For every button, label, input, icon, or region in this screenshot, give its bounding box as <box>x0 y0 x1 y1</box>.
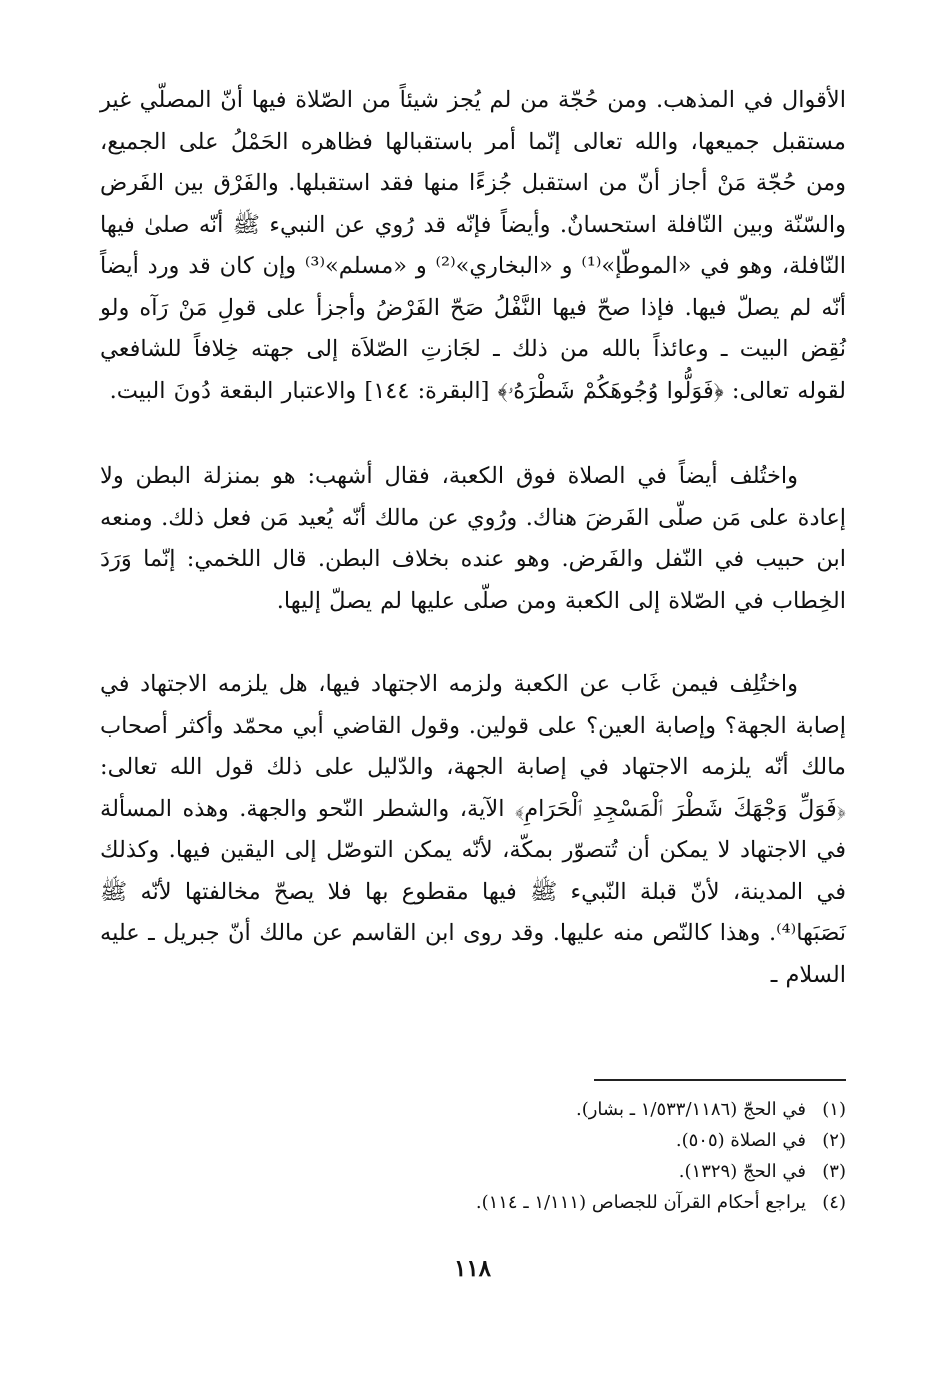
footnote-number: (٢) <box>822 1130 846 1151</box>
footnote-text: في الحجّ (١/٥٣٣/١١٨٦ ـ بشار). <box>576 1099 806 1120</box>
paragraph-3: واختُلِف فيمن غَاب عن الكعبة ولزمه الاجتهاد فيها، هل يلزمه الاجتهاد في إصابة الجهة؟ وإصابة العين؟ على قولين. وقول القاضي أبي محمّد وأكثر أصحاب مالك أنّه يلزمه الاجتهاد في إصابة الجهة، والدّليل على ذلك قول الله تعالى: ﴿فَوَلِّ وَجْهَكَ شَطْرَ ٱلْمَسْجِدِ ٱلْحَرَامِ﴾ الآية، والشطر النّحو والجهة. وهذه المسألة في الاجتهاد لا يمكن أن تُتصوّر بمكّة، لأنّه يمكن التوصّل إلى اليقين فيها. وكذلك في المدينة، لأنّ قبلة النّبيء ﷺ فيها مقطوع بها فلا يصحّ مخالفتها لأنّه ﷺ نَصَبَها⁽⁴⁾. وهذا كالنّص منه عليها. وقد روى ابن القاسم عن مالك أنّ جبريل ـ عليه السلام ـ <box>100 671 846 988</box>
footnote-item <box>146 1187 846 1218</box>
footnotes-list <box>146 1094 846 1218</box>
page-number: ١١٨ <box>453 1255 492 1282</box>
footnote-item <box>146 1125 846 1156</box>
page-body <box>100 80 846 996</box>
footnote-item <box>146 1156 846 1187</box>
footnote-number: (٤) <box>822 1192 846 1213</box>
footnote-number: (١) <box>822 1099 846 1120</box>
footnote-number: (٣) <box>822 1161 846 1182</box>
footnote-text: يراجع أحكام القرآن للجصاص (١/١١١ ـ ١١٤). <box>475 1192 806 1213</box>
footnote-item <box>146 1094 846 1125</box>
footnote-text: في الصلاة (٥٠٥). <box>675 1130 806 1151</box>
footnote-divider <box>594 1079 846 1081</box>
paragraph-1: الأقوال في المذهب. ومن حُجّة من لم يُجز شيئاً من الصّلاة فيها أنّ المصلّي غير مستقبل جميعها، والله تعالى إنّما أمر باستقبالها فظاهره الحَمْلُ على الجميع، ومن حُجّة مَنْ أجاز أنّ من استقبل جُزءًا منها فقد استقبلها. والفَرْق بين الفَرض والسّنّة وبين النّافلة استحسانٌ. وأيضاً فإنّه قد رُوي عن النبيء ﷺ أنّه صلىٰ فيها النّافلة، وهو في «الموطّإ»⁽¹⁾ و «البخاري»⁽²⁾ و «مسلم»⁽³⁾ وإن كان قد ورد أيضاً أنّه لم يصلّ فيها. فإذا صحّ فيها النَّفْلُ صَحّ الفَرْضُ وأجزأ على قولِ مَنْ رَآه ولو نُقِض البيت ـ وعائذاً بالله من ذلك ـ لجَازتِ الصّلاَة إلى جهته خِلافاً للشافعي لقوله تعالى: ﴿فَوَلُّوا وُجُوهَكُمْ شَطْرَهُۥ﴾ [البقرة: ١٤٤] والاعتبار البقعة دُونَ البيت. <box>100 87 846 404</box>
footnote-text: في الحجّ (١٣٢٩). <box>678 1161 806 1182</box>
paragraph-2: واختُلف أيضاً في الصلاة فوق الكعبة، فقال أشهب: هو بمنزلة البطن ولا إعادة على مَن صلّى الفَرضَ هناك. ورُوي عن مالك أنّه يُعيد مَن فعل ذلك. ومنعه ابن حبيب في النّفل والفَرض. وهو عنده بخلاف البطن. قال اللخمي: إنّما وَرَدَ الخِطاب في الصّلاة إلى الكعبة ومن صلّى عليها لم يصلّ إليها. <box>100 463 846 614</box>
